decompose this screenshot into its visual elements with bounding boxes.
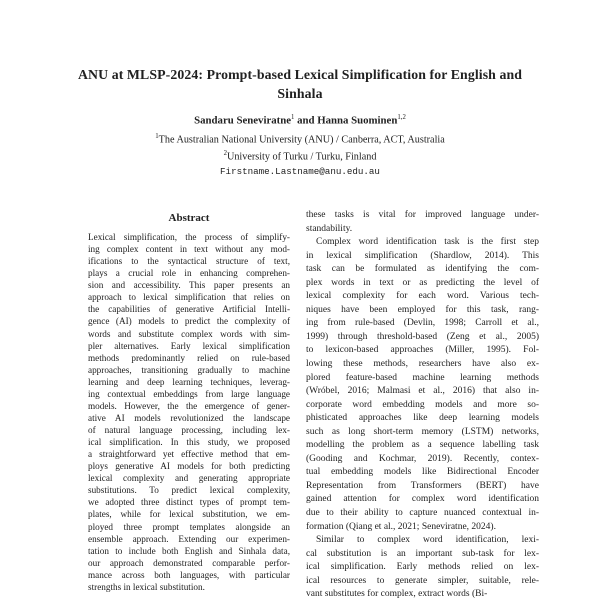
authors-conjunction: and bbox=[294, 114, 318, 127]
text-line: approach to lexical simplification that relies on bbox=[88, 292, 290, 303]
affiliation-2-sup: 2 bbox=[223, 149, 227, 157]
paper-title bbox=[60, 65, 540, 103]
author-name-1: Sandaru Seneviratne bbox=[194, 114, 292, 127]
text-line: Lexical simplification, the process of simplify- bbox=[88, 232, 290, 242]
text-line: Representation from Transformers (BERT) have bbox=[306, 480, 539, 491]
body-text-column bbox=[306, 209, 539, 600]
authors-line bbox=[0, 114, 600, 127]
text-line: plays a crucial role in enhancing comprehen- bbox=[88, 268, 290, 279]
text-line: ical simplification. Early methods relied on lex- bbox=[306, 562, 539, 573]
affiliations-block bbox=[0, 130, 600, 178]
text-line: strengths in lexical substitution. bbox=[88, 581, 205, 592]
text-line: ifications to the syntactical structure of text, bbox=[88, 256, 290, 267]
text-line: a straightforward yet effective method that em- bbox=[88, 449, 290, 460]
text-line: mance across both languages, with particular bbox=[88, 569, 290, 580]
text-line: models. However, the the emergence of gener- bbox=[88, 400, 290, 411]
text-line: our approach demonstrated comparable perfor- bbox=[88, 557, 290, 568]
text-line: Complex word identification task is the first step bbox=[316, 237, 539, 248]
text-line: plates, while for lexical substitution, we em- bbox=[88, 509, 290, 520]
text-line: vant substitutes for complex, extract words (Bi- bbox=[306, 589, 488, 600]
text-line: to lexicon-based approaches (Miller, 1995). Fol- bbox=[306, 345, 539, 356]
text-line: lexical complexity for each word. Various tech- bbox=[306, 291, 539, 302]
text-line: standability. bbox=[306, 223, 353, 234]
text-line: ing contextual embeddings from large language bbox=[88, 388, 290, 399]
text-line: gained attention for complex word identification bbox=[306, 494, 539, 505]
author-1-affiliation-sup: 1 bbox=[291, 114, 295, 121]
text-line: phisticated approaches like deep learning models bbox=[306, 413, 539, 424]
author-2-affiliation-sup: 1,2 bbox=[397, 114, 406, 121]
text-line: we adopted three distinct types of prompt tem- bbox=[88, 497, 290, 508]
text-line: task can be formulated as identifying the com- bbox=[306, 264, 539, 275]
text-line: the capabilities of generative Artificial Intelli- bbox=[88, 304, 290, 315]
text-line: corporate word embedding models and more so- bbox=[306, 399, 539, 410]
abstract-heading: Abstract bbox=[168, 212, 210, 224]
text-line: learning and deep learning techniques, leverag- bbox=[88, 376, 290, 387]
text-line: due to their ability to capture nuanced contextual in- bbox=[306, 508, 539, 519]
text-line: cal substitution is an important sub-task for lex- bbox=[306, 548, 539, 559]
text-line: approaches, transitioning gradually to machine bbox=[88, 364, 290, 375]
text-line: sion and accessibility. This paper presents an bbox=[88, 280, 290, 291]
text-line: such as long short-term memory (LSTM) networks, bbox=[306, 426, 539, 437]
author-name-2: Hanna Suominen bbox=[317, 114, 398, 127]
text-line: formation (Qiang et al., 2021; Seneviratne, 2024). bbox=[306, 521, 496, 532]
contact-email: Firstname.Lastname@anu.edu.au bbox=[220, 166, 380, 178]
text-line: tation to include both English and Sinhala data, bbox=[88, 545, 290, 556]
text-line: these tasks is vital for improved language under- bbox=[306, 210, 539, 220]
text-line: ical simplification. In this study, we proposed bbox=[88, 437, 290, 448]
title-line-2: Sinhala bbox=[277, 86, 323, 101]
text-line: lowing these methods, researchers have also ex- bbox=[306, 359, 539, 370]
text-line: ing from rule-based (Devlin, 1998; Carroll et al., bbox=[306, 318, 539, 329]
affiliation-line-1 bbox=[0, 130, 600, 147]
text-line: ical resources to generate simpler, suitable, rele- bbox=[306, 575, 539, 586]
title-line-1: ANU at MLSP-2024: Prompt-based Lexical Simplification for English and bbox=[77, 67, 523, 82]
text-line: ative AI models revolutionized the landscape bbox=[88, 412, 290, 423]
text-line: ployed three prompt templates alongside an bbox=[88, 521, 290, 532]
text-line: plored feature-based machine learning methods bbox=[306, 372, 539, 383]
affiliation-1-sup: 1 bbox=[155, 133, 159, 140]
text-line: ing complex content in text without any mod- bbox=[88, 244, 290, 255]
text-line: Similar to complex word identification, lexi- bbox=[316, 535, 539, 546]
paragraph bbox=[306, 209, 539, 236]
affiliation-1-text: The Australian National University (ANU) / Canberra, ACT, Australia bbox=[158, 134, 445, 146]
text-line: of natural language processing, including lex- bbox=[88, 425, 290, 435]
text-line: ploys generative AI models for both predicting bbox=[88, 461, 290, 472]
text-line: pler alternatives. Early lexical simplification bbox=[88, 340, 290, 351]
text-line: substitutions. To predict lexical complexity, bbox=[88, 485, 290, 496]
text-line: (Wróbel, 2016; Malmasi et al., 2016) that also in- bbox=[306, 386, 539, 397]
text-line: modelling the problem as a sequence labelling task bbox=[306, 440, 539, 451]
affiliation-2-text: University of Turku / Turku, Finland bbox=[226, 150, 377, 162]
text-line: ensemble approach. Extending our experimen- bbox=[88, 533, 290, 544]
affiliation-line-2 bbox=[0, 147, 600, 164]
text-line: in lexical simplification (Shardlow, 2014). This bbox=[306, 250, 539, 261]
text-line: (Gooding and Kochmar, 2019). Recently, contex- bbox=[306, 453, 539, 464]
abstract-text bbox=[88, 231, 290, 593]
text-line: 1999) through threshold-based (Zeng et al., 2005) bbox=[306, 331, 539, 342]
paragraph bbox=[306, 534, 539, 600]
text-line: plex words in text or as predicting the level of bbox=[306, 277, 539, 288]
text-line: niques have been employed for this task, rang- bbox=[306, 304, 539, 315]
text-line: lexical complexity and generating appropriate bbox=[88, 473, 290, 484]
paragraph bbox=[88, 231, 290, 593]
text-line: words and substitute complex words with sim- bbox=[88, 328, 290, 339]
text-line: tual embedding models like Bidirectional Encoder bbox=[306, 467, 539, 478]
paragraph bbox=[306, 236, 539, 534]
text-line: methods predominantly relied on rule-based bbox=[88, 352, 290, 363]
text-line: gence (AI) models to predict the complexity of bbox=[88, 316, 290, 327]
